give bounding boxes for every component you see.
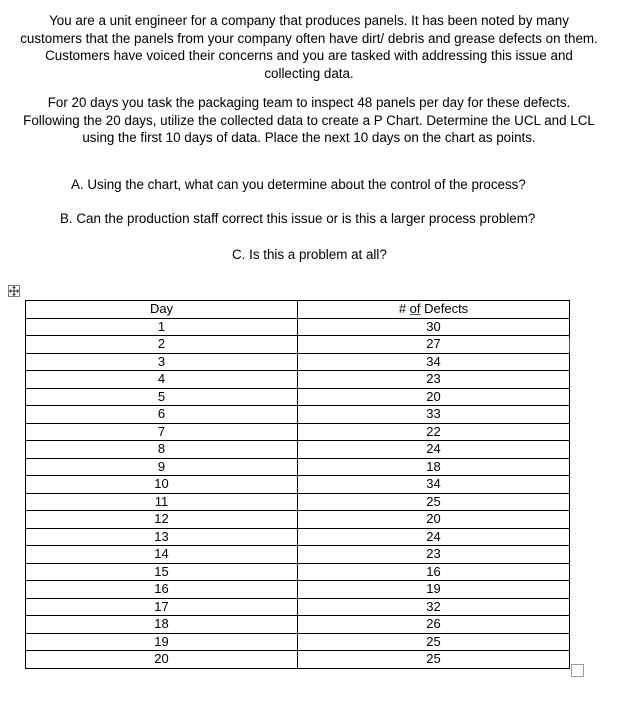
day-cell: 5 bbox=[26, 388, 298, 406]
question-c: C. Is this a problem at all? bbox=[232, 247, 387, 262]
table-row bbox=[26, 511, 570, 529]
defects-cell: 30 bbox=[298, 318, 570, 336]
intro-paragraph-2: For 20 days you task the packaging team to inspect 48 panels per day for these defects. Following the 20 days, utilize the collected data to create a P Chart. Determine the UCL and LCL using the first 10 days of data. Place the next 10 days on the chart as points. bbox=[23, 95, 595, 145]
day-cell: 1 bbox=[26, 318, 298, 336]
table-row bbox=[26, 336, 570, 354]
day-cell: 2 bbox=[26, 336, 298, 354]
header-defects bbox=[298, 301, 570, 319]
table-row bbox=[26, 581, 570, 599]
defects-cell: 24 bbox=[298, 528, 570, 546]
day-cell: 10 bbox=[26, 476, 298, 494]
defects-cell: 34 bbox=[298, 353, 570, 371]
table-move-handle-icon[interactable] bbox=[8, 285, 20, 297]
defects-cell: 33 bbox=[298, 406, 570, 424]
question-b: B. Can the production staff correct this issue or is this a larger process problem? bbox=[60, 211, 536, 226]
text-cursor bbox=[569, 338, 570, 352]
day-cell: 7 bbox=[26, 423, 298, 441]
table-row bbox=[26, 616, 570, 634]
day-cell: 11 bbox=[26, 493, 298, 511]
defects-cell: 16 bbox=[298, 563, 570, 581]
day-cell: 16 bbox=[26, 581, 298, 599]
table-row bbox=[26, 598, 570, 616]
day-cell: 17 bbox=[26, 598, 298, 616]
table-row bbox=[26, 353, 570, 371]
defects-cell: 27 bbox=[298, 336, 570, 354]
intro-paragraph-1: You are a unit engineer for a company that produces panels. It has been noted by many customers that the panels from your company often have dirt/ debris and grease defects on them. Customers have voiced their concerns and you are tasked with addressing this issue and collecting data. bbox=[20, 13, 598, 81]
table-row bbox=[26, 371, 570, 389]
table-row bbox=[26, 441, 570, 459]
defects-cell: 22 bbox=[298, 423, 570, 441]
day-cell: 9 bbox=[26, 458, 298, 476]
defects-table bbox=[25, 300, 570, 669]
table-header-row bbox=[26, 301, 570, 319]
day-cell: 18 bbox=[26, 616, 298, 634]
header-defects-underlined: of bbox=[409, 301, 421, 317]
table-row bbox=[26, 493, 570, 511]
defects-cell: 23 bbox=[298, 546, 570, 564]
table-row bbox=[26, 318, 570, 336]
defects-cell: 34 bbox=[298, 476, 570, 494]
table-row bbox=[26, 546, 570, 564]
table-row bbox=[26, 388, 570, 406]
day-cell: 6 bbox=[26, 406, 298, 424]
day-cell: 4 bbox=[26, 371, 298, 389]
table-row bbox=[26, 633, 570, 651]
header-defects-suffix: Defects bbox=[420, 301, 469, 317]
day-cell: 19 bbox=[26, 633, 298, 651]
day-cell: 8 bbox=[26, 441, 298, 459]
defects-cell: 26 bbox=[298, 616, 570, 634]
defects-cell: 20 bbox=[298, 388, 570, 406]
day-cell: 12 bbox=[26, 511, 298, 529]
day-cell: 20 bbox=[26, 651, 298, 669]
question-a: A. Using the chart, what can you determine about the control of the process? bbox=[71, 177, 526, 192]
day-cell: 3 bbox=[26, 353, 298, 371]
defects-cell: 19 bbox=[298, 581, 570, 599]
header-defects-prefix: # bbox=[398, 301, 410, 317]
defects-cell: 18 bbox=[298, 458, 570, 476]
defects-cell: 20 bbox=[298, 511, 570, 529]
table-row bbox=[26, 423, 570, 441]
defects-cell: 25 bbox=[298, 493, 570, 511]
day-cell: 13 bbox=[26, 528, 298, 546]
table-row bbox=[26, 458, 570, 476]
header-day: Day bbox=[26, 301, 298, 319]
defects-cell: 25 bbox=[298, 633, 570, 651]
defects-cell: 32 bbox=[298, 598, 570, 616]
table-row bbox=[26, 528, 570, 546]
table-resize-handle[interactable] bbox=[571, 664, 584, 677]
table-row bbox=[26, 563, 570, 581]
defects-cell: 25 bbox=[298, 651, 570, 669]
table-row bbox=[26, 651, 570, 669]
day-cell: 15 bbox=[26, 563, 298, 581]
table-row bbox=[26, 406, 570, 424]
defects-cell: 23 bbox=[298, 371, 570, 389]
day-cell: 14 bbox=[26, 546, 298, 564]
defects-cell: 24 bbox=[298, 441, 570, 459]
table-row bbox=[26, 476, 570, 494]
